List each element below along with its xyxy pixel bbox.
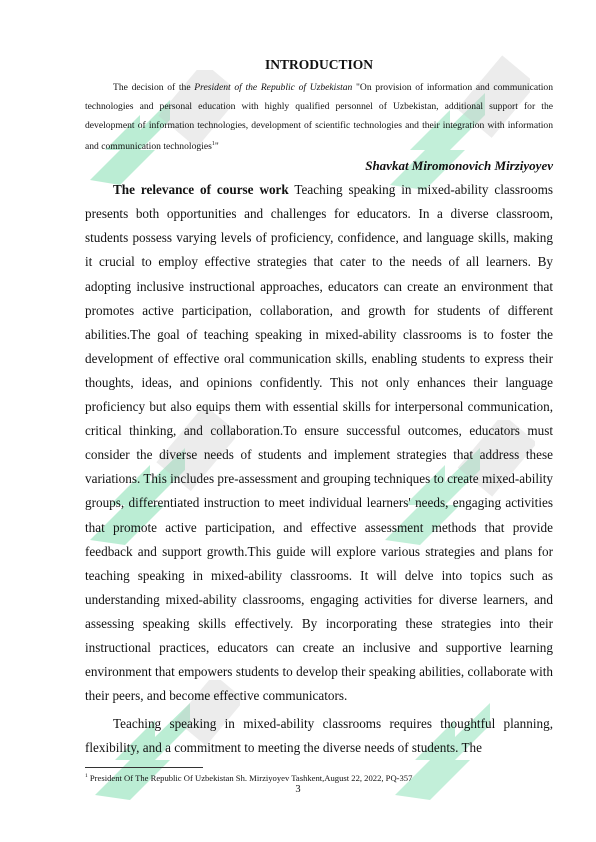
body-paragraph-2: Teaching speaking in mixed-ability classrooms requires thoughtful planning, flexibility, and a commitment to meeting the diverse needs of students. The — [85, 716, 553, 756]
body-paragraph — [85, 178, 553, 708]
page-title: INTRODUCTION — [264, 57, 373, 72]
decree-quote — [85, 78, 553, 156]
footnote-reference[interactable]: 1 — [211, 141, 215, 147]
page-number: 3 — [295, 784, 301, 795]
document-body — [85, 56, 553, 760]
section-lead: The relevance of course work — [113, 182, 289, 198]
quote-lead: The decision of the — [113, 82, 195, 93]
footnote-divider — [85, 767, 203, 768]
quote-closing: " — [214, 141, 219, 153]
footnote-mark: 1 — [85, 773, 88, 779]
quote-text: "On provision of information and communication technologies and personal education with highly qualified personnel of Uzbekistan, additional support for the development of information technologies, development of scientific technologies and their integration with information and communication technologies — [85, 82, 554, 153]
paragraph-text: Teaching speaking in mixed-ability classrooms presents both opportunities and challenges for educators. In a diverse classroom, students possess varying levels of proficiency, confidence, and language skills, making it crucial to employ effective strategies that cater to the needs of all learners. By adopting inclusive instructional approaches, educators can create an environment that promotes active participation, collaboration, and growth for students of different abilities.The goal of teaching speaking in mixed-ability classrooms is to foster the development of effective oral communication skills, enabling students to express their thoughts, ideas, and opinions confidently. This not only enhances their language proficiency but also equips them with essential skills for interpersonal communication, critical thinking, and collaboration.To ensure successful outcomes, educators must consider the diverse needs of students and implement strategies that address these variations. This includes pre-assessment and grouping techniques to create mixed-ability groups, differentiated instruction to meet individual learners' needs, engaging activities that promote active participation, and effective assessment methods that provide feedback and support growth.This guide will explore various strategies and plans for teaching speaking in mixed-ability classrooms. It will delve into topics such as understanding mixed-ability classrooms, engaging activities for diverse learners, and assessing speaking skills effectively. By incorporating these strategies into their instructional practices, educators can create an inclusive and supportive learning environment that empowers students to develop their speaking abilities, collaborate with their peers, and become effective communicators. — [85, 182, 553, 704]
quote-emphasis: President of the Republic of Uzbekistan — [194, 82, 353, 93]
footnote-text: President Of The Republic Of Uzbekistan Sh. Mirziyoyev Tashkent,August 22, 2022, PQ-357 — [87, 772, 413, 783]
quote-author: Shavkat Miromonovich Mirziyoyev — [365, 158, 553, 174]
footnote — [85, 771, 412, 784]
